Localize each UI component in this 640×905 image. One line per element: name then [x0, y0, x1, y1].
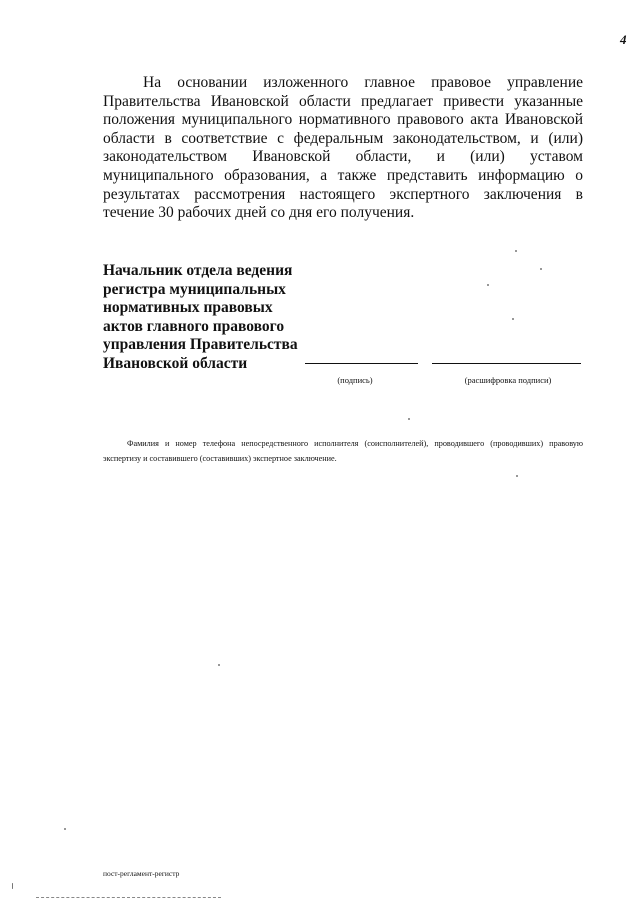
- page-number: 4: [620, 32, 627, 47]
- signatory-title: Начальник отдела ведения регистра муниципальных нормативных правовых актов главного правового управления Правительства Ивановской области: [103, 262, 298, 372]
- scan-speck: [408, 418, 410, 420]
- signature-line: [305, 363, 418, 364]
- signature-caption: (подпись): [337, 375, 373, 385]
- scan-speck: [487, 284, 489, 286]
- scan-speck: [12, 883, 13, 889]
- scan-speck: [64, 828, 66, 830]
- executor-note: Фамилия и номер телефона непосредственного исполнителя (соисполнителей), проводившего (проводивших) правовую экспертизу и составившего (составивших) экспертное заключение.: [103, 439, 583, 463]
- footer-divider: [36, 897, 221, 898]
- footer-code: пост-регламент-регистр: [103, 869, 180, 878]
- scan-speck: [218, 664, 220, 666]
- scan-speck: [512, 318, 514, 320]
- scan-speck: [515, 250, 517, 252]
- main-paragraph: На основании изложенного главное правовое управление Правительства Ивановской области предлагает привести указанные положения муниципального нормативного правового акта Ивановской области в соответствие с федеральным законодательством, и (или) законодательством Ивановской области, и (или) уставом муниципального образования, а также представить информацию о результатах рассмотрения настоящего экспертного заключения в течение 30 рабочих дней со дня его получения.: [103, 74, 583, 222]
- scan-speck: [540, 268, 542, 270]
- signature-decode-line: [432, 363, 581, 364]
- scan-speck: [516, 475, 518, 477]
- signature-decode-caption: (расшифровка подписи): [464, 375, 552, 385]
